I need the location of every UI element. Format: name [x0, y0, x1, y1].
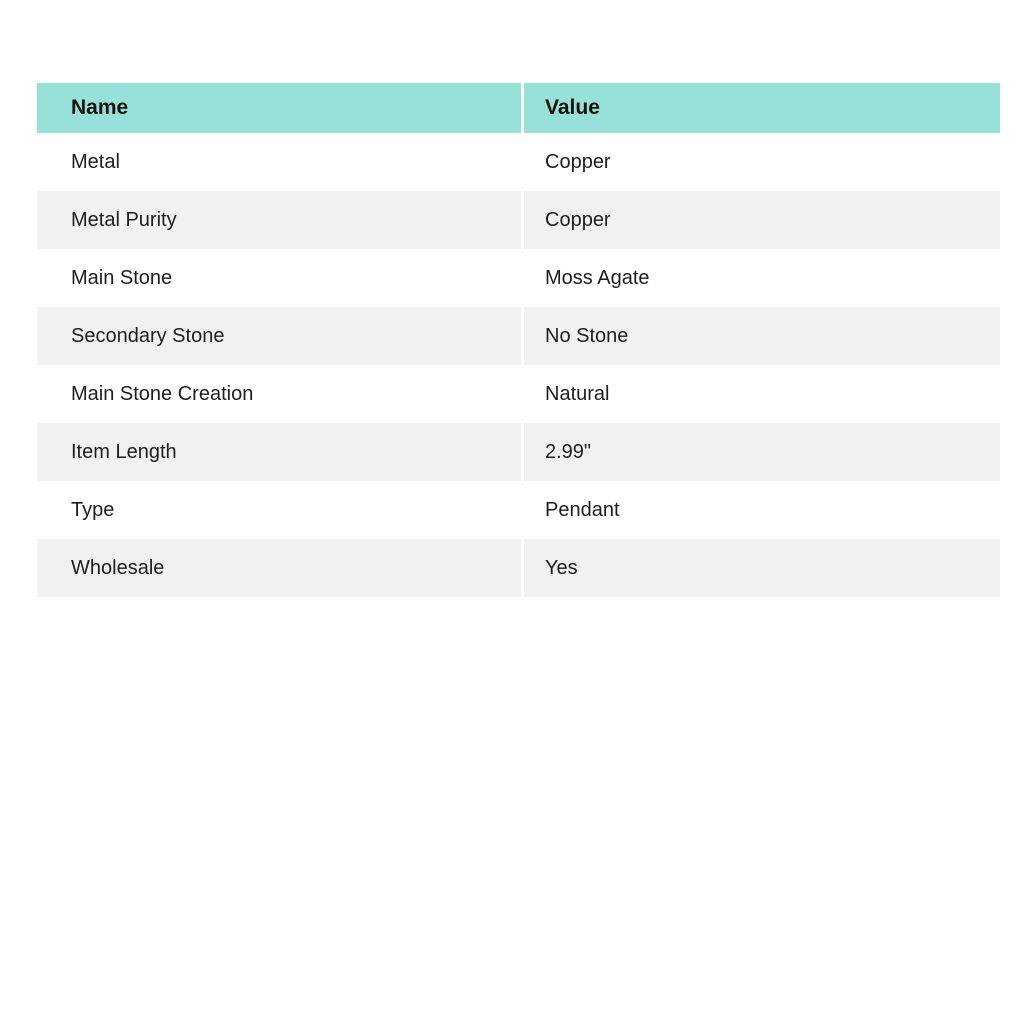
spec-name-cell: Item Length: [37, 423, 524, 481]
spec-table-body: [37, 133, 1000, 597]
spec-value-cell: 2.99": [524, 423, 1000, 481]
table-row: [37, 365, 1000, 423]
spec-name-cell: Secondary Stone: [37, 307, 524, 365]
table-row: [37, 307, 1000, 365]
spec-name-cell: Main Stone: [37, 249, 524, 307]
spec-name-cell: Wholesale: [37, 539, 524, 597]
spec-value-cell: Moss Agate: [524, 249, 1000, 307]
spec-value-cell: Yes: [524, 539, 1000, 597]
spec-name-cell: Main Stone Creation: [37, 365, 524, 423]
spec-value-cell: Copper: [524, 191, 1000, 249]
spec-value-cell: Natural: [524, 365, 1000, 423]
header-row: [37, 83, 1000, 133]
spec-value-cell: Pendant: [524, 481, 1000, 539]
table-row: [37, 423, 1000, 481]
table-row: [37, 133, 1000, 191]
spec-table-header: [37, 83, 1000, 133]
spec-name-cell: Metal Purity: [37, 191, 524, 249]
product-spec-table: [37, 83, 1000, 597]
table-row: [37, 481, 1000, 539]
spec-name-cell: Metal: [37, 133, 524, 191]
table-row: [37, 249, 1000, 307]
table-row: [37, 539, 1000, 597]
spec-table: [37, 83, 1000, 597]
spec-value-cell: Copper: [524, 133, 1000, 191]
spec-value-cell: No Stone: [524, 307, 1000, 365]
table-row: [37, 191, 1000, 249]
column-header-value: Value: [524, 83, 1000, 133]
spec-name-cell: Type: [37, 481, 524, 539]
column-header-name: Name: [37, 83, 524, 133]
